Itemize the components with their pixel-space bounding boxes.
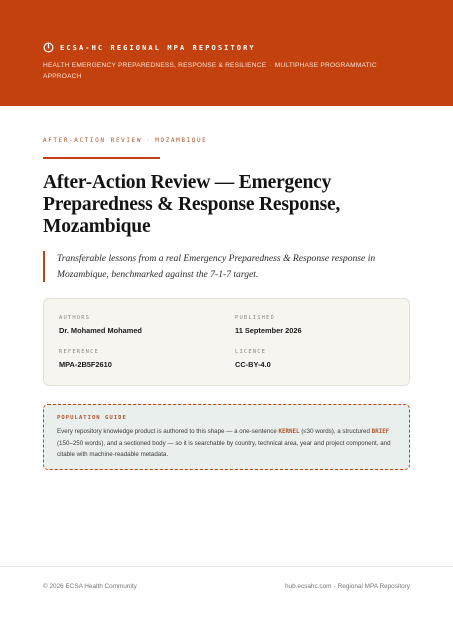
keyword-brief: BRIEF — [371, 429, 390, 435]
brand-row — [43, 42, 256, 53]
guide-text-part-1: Every repository knowledge product is authored to this shape — a one-sentence — [57, 428, 279, 435]
metadata-card — [43, 298, 410, 386]
brand-subtitle — [43, 61, 403, 82]
subtitle-part-2: MULTIPHASE PROGRAMMATIC APPROACH — [43, 62, 377, 80]
meta-published — [235, 315, 302, 335]
meta-published-value: 11 September 2026 — [235, 326, 302, 335]
page-title: After-Action Review — Emergency Preparedness & Response Response, Mozambique — [43, 172, 341, 237]
subtitle-part-1: HEALTH EMERGENCY PREPAREDNESS, RESPONSE & RESILIENCE — [43, 62, 267, 69]
footer-divider — [0, 566, 453, 567]
population-guide-callout — [43, 404, 410, 470]
meta-reference-label: REFERENCE — [59, 349, 100, 355]
brand-name: ECSA-HC REGIONAL MPA REPOSITORY — [60, 43, 256, 52]
keyword-kernel: KERNEL — [278, 429, 300, 435]
lede-quote: Transferable lessons from a real Emergency Preparedness & Response response in Mozambique, benchmarked against the 7-1-7 target. — [43, 251, 408, 282]
header-banner — [0, 0, 453, 106]
meta-reference — [59, 349, 112, 369]
meta-licence-value: CC-BY-4.0 — [235, 360, 271, 369]
footer-separator: · — [333, 583, 336, 590]
meta-published-label: PUBLISHED — [235, 315, 276, 321]
footer-copyright: © 2026 ECSA Health Community — [43, 583, 137, 590]
footer-repository-label: Regional MPA Repository — [337, 583, 410, 590]
meta-licence-label: LICENCE — [235, 349, 267, 355]
meta-authors-value: Dr. Mohamed Mohamed — [59, 326, 142, 335]
eyebrow-category: AFTER-ACTION REVIEW — [43, 137, 143, 144]
accent-rule — [43, 157, 160, 159]
footer-link[interactable] — [285, 583, 410, 590]
meta-authors — [59, 315, 142, 335]
guide-text — [57, 426, 396, 460]
eyebrow-separator: · — [146, 137, 152, 144]
subtitle-separator: · — [269, 62, 272, 69]
eyebrow-country: MOZAMBIQUE — [155, 137, 208, 144]
meta-authors-label: AUTHORS — [59, 315, 91, 321]
meta-licence — [235, 349, 271, 369]
footer-domain[interactable]: hub.ecsahc.com — [284, 583, 332, 590]
meta-reference-value: MPA-2B5F2610 — [59, 360, 112, 369]
power-icon — [43, 42, 54, 53]
guide-label: POPULATION GUIDE — [57, 415, 127, 421]
guide-text-part-3: (150–250 words), and a sectioned body — so it is searchable by country, technical area, year and project component, and citable with machine-readable metadata. — [57, 440, 391, 458]
guide-text-part-2: (≤30 words), a structured — [299, 428, 372, 435]
eyebrow — [43, 137, 207, 144]
